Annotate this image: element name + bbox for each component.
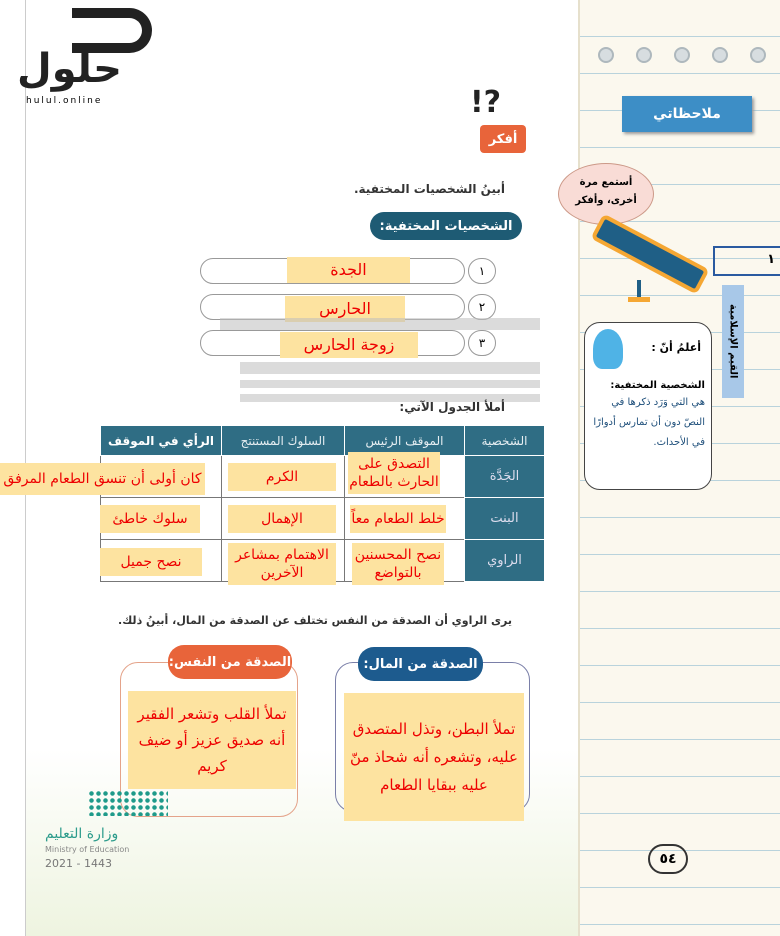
soul-charity-answer[interactable]: تملأ القلب وتشعر الفقير أنه صديق عزيز أو ضيف كريم [128,691,296,789]
watermark [220,318,540,330]
answer-behavior[interactable]: الاهتمام بمشاعر الآخرين [228,543,336,585]
info-term: الشخصية المختفية: [610,380,705,391]
speech-bubble: أستمع مرة أخرى، وأفكر [558,163,654,225]
table-header: الرأي في الموقف [101,426,222,456]
info-box [584,322,712,490]
binder-hole [598,47,614,63]
question-icon: ?! [470,85,502,120]
soul-charity-label: الصدقة من النفس: [168,645,292,679]
binder-hole [636,47,652,63]
answer-situation[interactable]: خلط الطعام معاً [350,505,446,533]
ministry-name-en: Ministry of Education [45,845,130,854]
row-number: ١ [468,258,496,284]
answer-text[interactable]: الحارس [285,296,405,322]
row-number: ٢ [468,294,496,320]
cell-character: الجَدَّة [465,456,545,498]
answer-opinion[interactable]: نصح جميل [100,548,202,576]
money-charity-answer[interactable]: تملأ البطن، وتذل المتصدق عليه، وتشعره أنه شحاذ منّ عليه ببقايا الطعام [344,693,524,821]
info-title: أعلمُ أنّ : [651,341,701,354]
binder-hole [750,47,766,63]
cell-character: البنت [465,498,545,540]
site-logo [12,8,152,108]
task3-instruction: يرى الراوي أن الصدقة من النفس تختلف عن الصدقة من المال، أبينُ ذلك. [118,614,512,627]
telescope-base [628,297,650,302]
answer-opinion[interactable]: كان أولى أن تنسق الطعام المرفق [0,463,205,495]
answer-situation[interactable]: التصدق على الحارث بالطعام [348,452,440,494]
unit-label: القيم الإسلامية [722,285,744,398]
logo-text: حلول [17,46,122,92]
ministry-year: 2021 - 1443 [45,857,112,870]
answer-opinion[interactable]: سلوك خاطئ [100,505,200,533]
task2-instruction: أملأ الجدول الآتي: [399,400,505,414]
table-header: الشخصية [465,426,545,456]
binder-hole [712,47,728,63]
answer-text[interactable]: زوجة الحارس [280,332,418,358]
ministry-logo-icon [88,790,168,816]
unit-number: ١ [713,246,780,276]
notes-title: ملاحظاتي [622,96,752,132]
answer-behavior[interactable]: الإهمال [228,505,336,533]
page-number: ٥٤ [648,844,688,874]
answer-behavior[interactable]: الكرم [228,463,336,491]
head-gears-icon [593,329,623,369]
info-text: هي التي وَرَد ذكرها في النصّ دون أن تمارس أدوارًا في الأحداث. [593,397,705,448]
watermark [240,362,540,374]
money-charity-label: الصدقة من المال: [358,647,483,681]
logo-url: hulul.online [26,96,103,106]
table-header: الموقف الرئيس [345,426,465,456]
ministry-name-ar: وزارة التعليم [45,826,119,842]
watermark [240,380,540,388]
binder-hole [674,47,690,63]
hidden-characters-heading: الشخصيات المختفية: [370,212,522,240]
table-header: السلوك المستنتج [222,426,345,456]
think-badge: أفكر [480,125,526,153]
answer-situation[interactable]: نصح المحسنين بالتواضع [352,543,444,585]
task1-instruction: أبينُ الشخصيات المختفية. [353,182,505,196]
answer-text[interactable]: الجدة [287,257,410,283]
row-number: ٣ [468,330,496,356]
cell-character: الراوي [465,540,545,582]
